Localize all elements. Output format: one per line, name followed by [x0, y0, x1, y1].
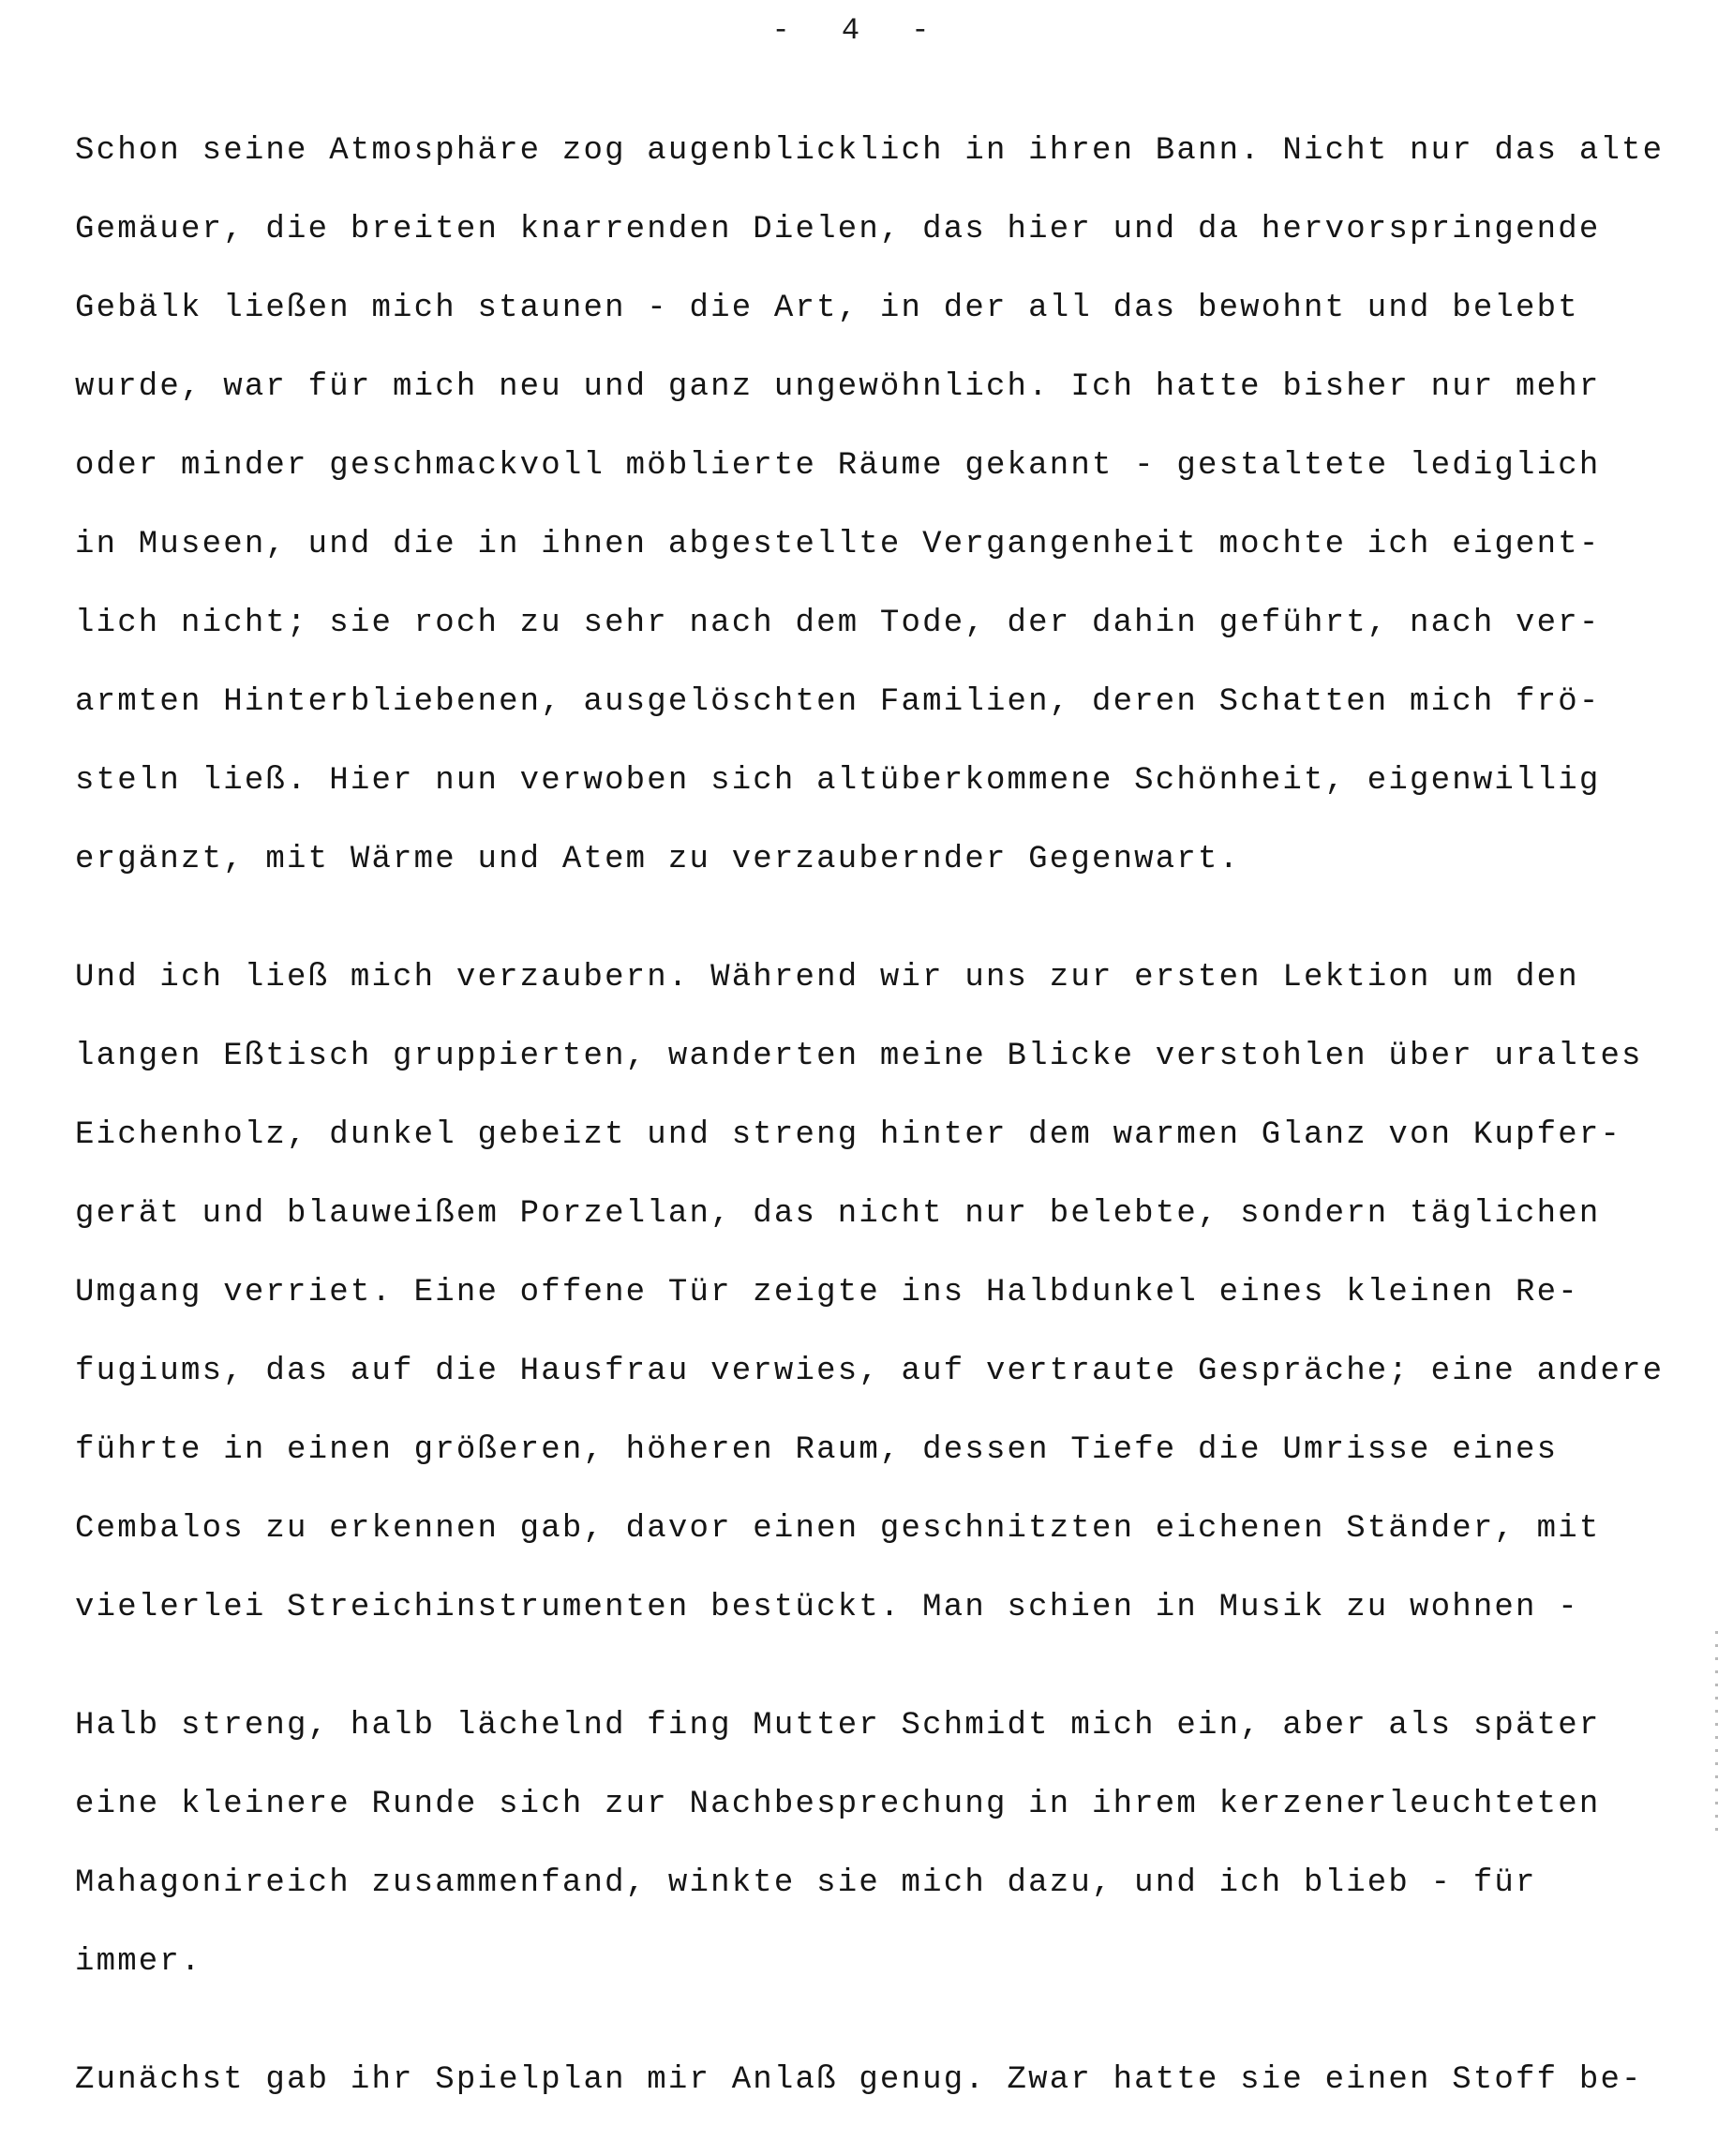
text-line: Halb streng, halb lächelnd fing Mutter Schmidt mich ein, aber als später [75, 1708, 1601, 1744]
text-line: Eichenholz, dunkel gebeizt und streng hinter dem warmen Glanz von Kupfer- [75, 1117, 1622, 1153]
text-line: fugiums, das auf die Hausfrau verwies, auf vertraute Gespräche; eine andere [75, 1354, 1665, 1389]
paragraph-enchantment [75, 951, 1687, 1660]
text-line: lich nicht; sie roch zu sehr nach dem Tode, der dahin geführt, nach ver- [75, 606, 1601, 641]
text-line: wurde, war für mich neu und ganz ungewöhnlich. Ich hatte bisher nur mehr [75, 369, 1601, 405]
text-line: in Museen, und die in ihnen abgestellte Vergangenheit mochte ich eigent- [75, 527, 1601, 562]
text-line: Schon seine Atmosphäre zog augenblicklich in ihren Bann. Nicht nur das alte [75, 133, 1665, 169]
text-line: immer. [75, 1944, 202, 1980]
text-line: Zunächst gab ihr Spielplan mir Anlaß genug. Zwar hatte sie einen Stoff be- [75, 2062, 1643, 2098]
text-line: eine kleinere Runde sich zur Nachbesprechung in ihrem kerzenerleuchteten [75, 1787, 1601, 1822]
text-line: führte in einen größeren, höheren Raum, dessen Tiefe die Umrisse eines [75, 1432, 1559, 1468]
text-line: langen Eßtisch gruppierten, wanderten meine Blicke verstohlen über uraltes [75, 1039, 1643, 1074]
text-line: Gebälk ließen mich staunen - die Art, in der all das bewohnt und belebt [75, 291, 1579, 326]
text-line: armten Hinterbliebenen, ausgelöschten Familien, deren Schatten mich frö- [75, 684, 1601, 720]
text-line: Mahagonireich zusammenfand, winkte sie mich dazu, und ich blieb - für [75, 1865, 1537, 1901]
text-line: Cembalos zu erkennen gab, davor einen geschnitzten eichenen Ständer, mit [75, 1511, 1601, 1547]
paragraph-spielplan [75, 2054, 1687, 2133]
text-line: vielerlei Streichinstrumenten bestückt. Man schien in Musik zu wohnen - [75, 1590, 1579, 1625]
text-line: Umgang verriet. Eine offene Tür zeigte ins Halbdunkel eines kleinen Re- [75, 1275, 1579, 1310]
text-line: steln ließ. Hier nun verwoben sich altüberkommene Schönheit, eigenwillig [75, 763, 1601, 799]
page-number: - 4 - [771, 13, 947, 48]
text-line: Und ich ließ mich verzaubern. Während wir uns zur ersten Lektion um den [75, 960, 1579, 996]
text-line: Gemäuer, die breiten knarrenden Dielen, das hier und da hervorspringende [75, 212, 1601, 247]
paragraph-atmosphere [75, 125, 1687, 912]
paragraph-mutter-schmidt [75, 1699, 1687, 2014]
text-line: gerät und blauweißem Porzellan, das nicht nur belebte, sondern täglichen [75, 1196, 1601, 1232]
page-text-body [75, 125, 1687, 2133]
text-line: oder minder geschmackvoll möblierte Räume gekannt - gestaltete lediglich [75, 448, 1601, 484]
text-line: ergänzt, mit Wärme und Atem zu verzaubernder Gegenwart. [75, 842, 1241, 877]
